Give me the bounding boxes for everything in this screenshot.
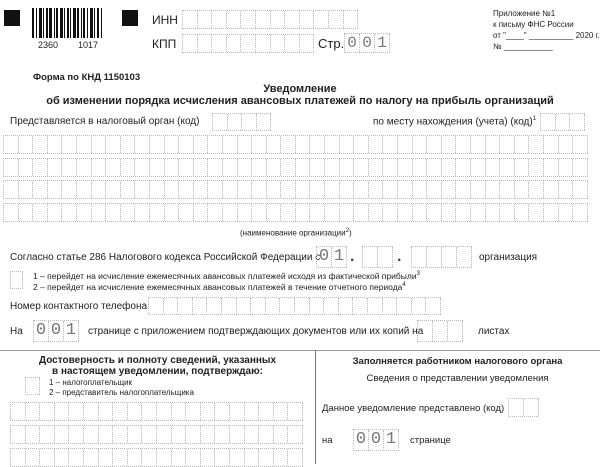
tax-office-subtitle: Сведения о представлении уведомления xyxy=(366,373,549,384)
page-digit: 1 xyxy=(375,34,390,52)
pages-digit: 0 xyxy=(49,321,64,341)
grid-row[interactable] xyxy=(3,180,588,199)
confirm-title-1: Достоверность и полноту сведений, указанных xyxy=(38,355,277,366)
tax-office-on-label: на xyxy=(322,435,333,446)
pages-prefix: На xyxy=(10,326,23,337)
form-knd: Форма по КНД 1150103 xyxy=(33,72,141,83)
grid-row[interactable] xyxy=(10,402,303,421)
alignment-marker-left xyxy=(4,10,20,26)
alignment-marker-right xyxy=(122,10,138,26)
confirm-title-2: в настоящем уведомлении, подтверждаю: xyxy=(52,366,263,377)
appendix-line-3: от "____" __________ 2020 г. xyxy=(493,31,600,40)
pages-digit: 0 xyxy=(34,321,49,341)
option-code-input[interactable] xyxy=(10,271,23,289)
tax-office-pages-digit: 0 xyxy=(354,430,369,450)
appendix-line-1: Приложение №1 xyxy=(493,9,556,18)
tax-authority-label: Представляется в налоговый орган (код) xyxy=(10,116,200,127)
section-divider xyxy=(0,350,600,351)
tax-office-title: Заполняется работником налогового органа xyxy=(352,356,563,367)
date-separator: . xyxy=(350,248,355,265)
signer-type-input[interactable] xyxy=(25,377,40,395)
sheets-label: листах xyxy=(478,326,510,337)
phone-label: Номер контактного телефона xyxy=(10,301,148,312)
appendix-line-4: № ___________ xyxy=(493,42,553,51)
barcode-number-right: 1017 xyxy=(78,40,99,50)
inn-label: ИНН xyxy=(152,13,178,27)
page-digit: 0 xyxy=(345,34,360,52)
pages-digit: 1 xyxy=(64,321,79,341)
date-digit: 0 xyxy=(317,247,332,267)
date-digit: 1 xyxy=(332,247,347,267)
appendix-line-2: к письму ФНС России xyxy=(493,20,574,29)
barcode-number-left: 2360 xyxy=(38,40,59,50)
grid-row[interactable] xyxy=(10,448,303,467)
organization-label: организация xyxy=(479,252,538,263)
tax-office-page-label: странице xyxy=(410,435,451,446)
barcode xyxy=(32,8,110,38)
phone-input[interactable] xyxy=(148,297,441,315)
date-month-field[interactable] xyxy=(362,246,393,268)
option-1-text: 1 – перейдет на исчисление ежемесячных авансовых платежей исходя из фактической прибыли$^3$ xyxy=(33,271,420,281)
tax-office-pages-field[interactable] xyxy=(353,429,399,451)
grid-row[interactable] xyxy=(3,203,588,222)
kpp-input[interactable] xyxy=(182,34,314,53)
submitted-label: Данное уведомление представлено (код) xyxy=(322,403,505,414)
page-digit: 0 xyxy=(360,34,375,52)
page-number-field[interactable] xyxy=(344,33,390,53)
tax-office-pages-digit: 1 xyxy=(384,430,399,450)
tax-authority-code-input[interactable] xyxy=(212,113,271,131)
grid-row[interactable] xyxy=(3,135,588,154)
pages-text: странице с приложением подтверждающих документов или их копий на xyxy=(88,326,424,337)
date-separator: . xyxy=(397,248,402,265)
form-subtitle: об изменении порядка исчисления авансовых платежей по налогу на прибыль организаций xyxy=(46,95,554,107)
signer-option-1: 1 – налогоплательщик xyxy=(49,378,133,387)
org-name-caption: (наименование организации$^2$) xyxy=(240,228,352,238)
inn-input[interactable] xyxy=(182,10,358,29)
option-2-text: 2 – перейдет на исчисление ежемесячных авансовых платежей в течение отчетного периода$^4$ xyxy=(33,282,406,292)
date-year-field[interactable] xyxy=(411,246,472,268)
signer-option-2: 2 – представитель налогоплательщика xyxy=(49,388,194,397)
column-divider xyxy=(315,350,316,464)
date-day-field[interactable] xyxy=(316,246,347,268)
submitted-code-input[interactable] xyxy=(508,398,539,417)
sheets-count-field[interactable] xyxy=(417,320,463,342)
grid-row[interactable] xyxy=(3,158,588,177)
tax-office-pages-digit: 0 xyxy=(369,430,384,450)
page-label: Стр. xyxy=(318,36,345,51)
location-label: по месту нахождения (учета) (код)$^1$ xyxy=(373,116,537,128)
pages-count-field[interactable] xyxy=(33,320,79,342)
kpp-label: КПП xyxy=(152,37,177,51)
article-label: Согласно статье 286 Налогового кодекса Российской Федерации с xyxy=(10,252,321,263)
location-code-input[interactable] xyxy=(540,113,585,131)
form-title: Уведомление xyxy=(263,83,337,95)
grid-row[interactable] xyxy=(10,425,303,444)
